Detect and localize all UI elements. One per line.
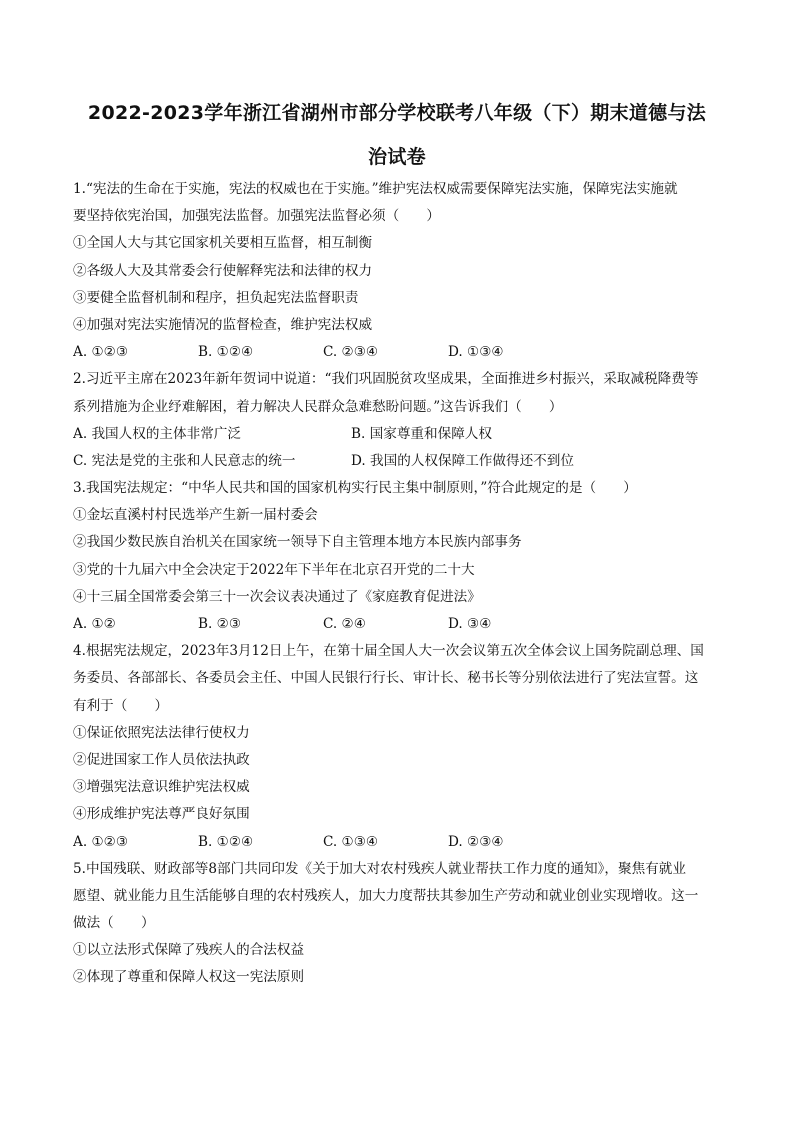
q4-item: ①保证依照宪法法律行使权力 xyxy=(73,724,250,741)
q3-option-b: B. ②③ xyxy=(198,616,242,632)
q2-option-d: D. 我国的人权保障工作做得还不到位 xyxy=(351,452,574,469)
q4-options xyxy=(73,829,725,856)
q3-option-c: C. ②④ xyxy=(323,616,366,632)
q1-option-a: A. ①②③ xyxy=(73,344,129,361)
q5-item: ①以立法形式保障了残疾人的合法权益 xyxy=(73,942,305,959)
q5-stem-line: 愿望、就业能力且生活能够自理的农村残疾人，加大力度帮扶其参加生产劳动和就业创业实现增收。这一 xyxy=(73,887,699,904)
q1-option-c: C. ②③④ xyxy=(323,344,379,361)
q1-option-d: D. ①③④ xyxy=(448,344,504,361)
q2-options-row-2 xyxy=(73,448,725,475)
q3-item: ②我国少数民族自治机关在国家统一领导下自主管理本地方本民族内部事务 xyxy=(73,534,522,551)
q2-options-row-1 xyxy=(73,421,725,448)
q4-item: ②促进国家工作人员依法执政 xyxy=(73,751,250,768)
q5-stem-line: 做法（ ） xyxy=(73,915,155,932)
q1-stem-line: 要坚持依宪治国，加强宪法监督。加强宪法监督必须（ ） xyxy=(73,208,441,225)
q3-item: ③党的十九届六中全会决定于2022年下半年在北京召开党的二十大 xyxy=(73,561,475,578)
exam-title-line-2: 治试卷 xyxy=(368,146,426,168)
q5-stem-line: 5.中国残联、财政部等8部门共同印发《关于加大对农村残疾人就业帮扶工作力度的通知》，聚焦有就业 xyxy=(73,860,686,877)
q3-item: ①金坛直溪村村民选举产生新一届村委会 xyxy=(73,507,318,524)
q2-option-a: A. 我国人权的主体非常广泛 xyxy=(73,425,241,442)
q1-item: ②各级人大及其常委会行使解释宪法和法律的权力 xyxy=(73,262,373,279)
q4-stem-line: 有利于（ ） xyxy=(73,697,169,714)
q1-stem-line: 1.“宪法的生命在于实施，宪法的权威也在于实施。”维护宪法权威需要保障宪法实施，保障宪法实施就 xyxy=(73,181,678,197)
q1-option-b: B. ①②④ xyxy=(198,344,254,361)
q4-option-b: B. ①②④ xyxy=(198,833,254,850)
q4-option-c: C. ①③④ xyxy=(323,833,379,850)
q1-item: ①全国人大与其它国家机关要相互监督，相互制衡 xyxy=(73,235,373,252)
q4-item: ④形成维护宪法尊严良好氛围 xyxy=(73,806,250,823)
q2-option-c: C. 宪法是党的主张和人民意志的统一 xyxy=(73,452,296,469)
q2-option-b: B. 国家尊重和保障人权 xyxy=(351,425,492,442)
exam-title-line-1: 2022-2023学年浙江省湖州市部分学校联考八年级（下）期末道德与法 xyxy=(87,102,707,124)
q5-item: ②体现了尊重和保障人权这一宪法原则 xyxy=(73,969,305,986)
q4-option-d: D. ②③④ xyxy=(448,833,504,850)
q1-item: ④加强对宪法实施情况的监督检查，维护宪法权威 xyxy=(73,316,373,333)
exam-content xyxy=(73,176,725,992)
q4-item: ③增强宪法意识维护宪法权威 xyxy=(73,779,250,796)
q4-stem-line: 务委员、各部部长、各委员会主任、中国人民银行行长、审计长、秘书长等分别依法进行了宪法宣誓。这 xyxy=(73,670,699,687)
q3-options xyxy=(73,611,725,638)
q3-option-a: A. ①② xyxy=(73,616,116,632)
q2-stem-line: 2.习近平主席在2023年新年贺词中说道：“我们巩固脱贫攻坚成果，全面推进乡村振兴，采取减税降费等 xyxy=(73,371,699,388)
q1-item: ③要健全监督机制和程序，担负起宪法监督职责 xyxy=(73,289,359,306)
q1-options xyxy=(73,339,725,366)
q3-option-d: D. ③④ xyxy=(448,616,492,632)
q3-item: ④十三届全国常委会第三十一次会议表决通过了《家庭教育促进法》 xyxy=(73,588,481,605)
q2-stem-line: 系列措施为企业纾难解困，着力解决人民群众急难愁盼问题。”这告诉我们（ ） xyxy=(73,398,563,415)
q3-stem-line: 3.我国宪法规定：“中华人民共和国的国家机构实行民主集中制原则，”符合此规定的是（ ） xyxy=(73,480,637,497)
q4-option-a: A. ①②③ xyxy=(73,833,129,850)
q4-stem-line: 4.根据宪法规定，2023年3月12日上午，在第十届全国人大一次会议第五次全体会议上国务院副总理、国 xyxy=(73,643,704,660)
